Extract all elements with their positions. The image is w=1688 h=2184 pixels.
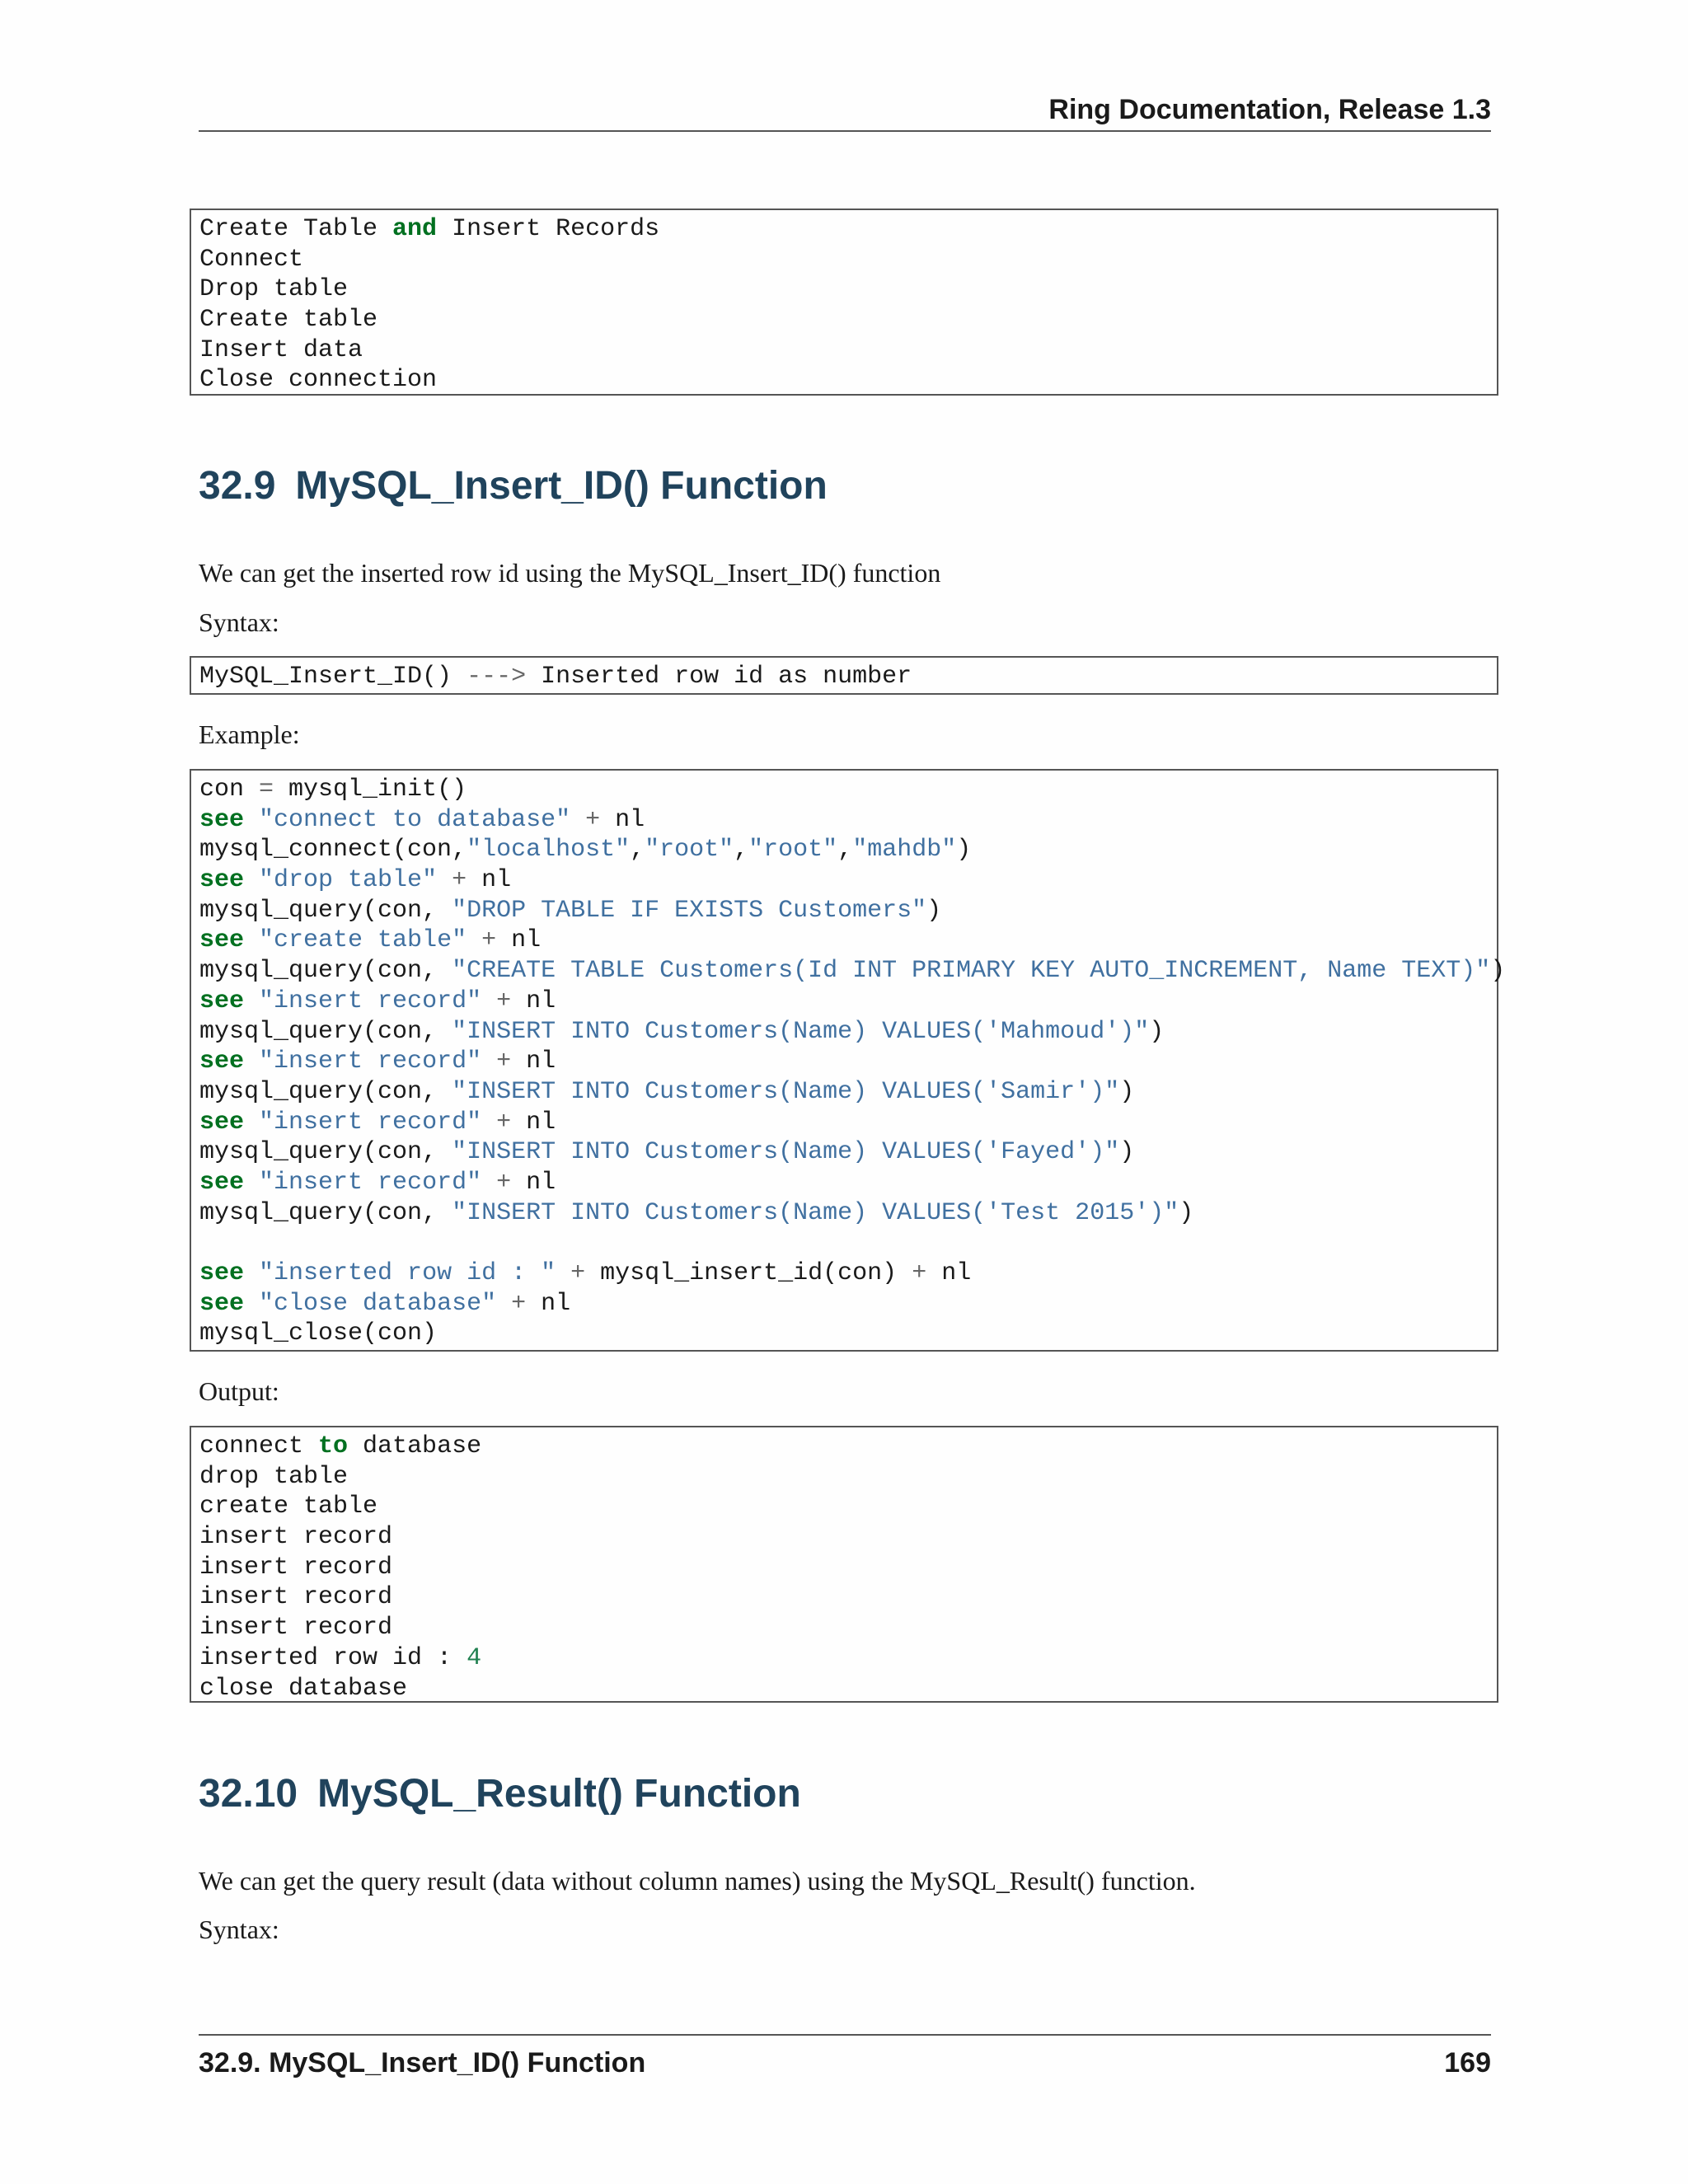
- code-token: [244, 1108, 259, 1137]
- code-token: nl: [496, 926, 542, 955]
- code-token: [437, 866, 452, 894]
- code-token: see: [199, 1259, 245, 1287]
- code-token: [244, 1290, 259, 1318]
- code-token: "INSERT INTO Customers(Name) VALUES('Fayed')": [452, 1138, 1120, 1167]
- page-number: 169: [1444, 2047, 1491, 2079]
- code-line: [199, 1137, 1489, 1168]
- code-token: nl: [511, 1108, 556, 1137]
- code-token: mysql_query(con,: [199, 1077, 452, 1106]
- code-line: [199, 662, 1489, 692]
- code-token: +: [496, 1108, 512, 1137]
- code-token: "root": [645, 836, 734, 865]
- code-token: Create Table: [199, 215, 393, 243]
- code-line: [199, 956, 1506, 987]
- code-line: [199, 1077, 1489, 1108]
- code-line: [199, 987, 1489, 1017]
- code-line: [199, 1613, 1489, 1643]
- code-token: [481, 1169, 496, 1197]
- code-token: ): [926, 896, 942, 925]
- code-token: to: [318, 1432, 349, 1460]
- code-token: and: [392, 215, 438, 243]
- code-token: close database: [199, 1674, 408, 1703]
- code-token: nl: [926, 1259, 972, 1287]
- code-token: mysql_query(con,: [199, 1198, 452, 1227]
- code-token: insert record: [199, 1614, 393, 1643]
- code-line: [199, 1643, 1489, 1674]
- code-token: "drop table": [259, 866, 438, 895]
- code-token: mysql_query(con,: [199, 957, 452, 986]
- code-token: "CREATE TABLE Customers(Id INT PRIMARY KEY AUTO_INCREMENT, Name TEXT)": [452, 957, 1491, 986]
- code-token: inserted row id :: [199, 1643, 467, 1672]
- code-token: --->: [467, 663, 527, 691]
- document-title: Ring Documentation, Release 1.3: [1048, 94, 1491, 125]
- code-token: +: [570, 1259, 586, 1287]
- code-token: "insert record": [259, 1168, 482, 1197]
- code-token: +: [481, 926, 497, 955]
- example-label: Example:: [199, 719, 300, 749]
- code-token: "inserted row id : ": [259, 1259, 556, 1287]
- code-token: nl: [511, 987, 556, 1015]
- code-token: con: [199, 776, 260, 804]
- code-token: +: [496, 1047, 512, 1076]
- code-token: see: [199, 1289, 245, 1318]
- code-line: [199, 1522, 1489, 1553]
- code-line: [199, 805, 1489, 836]
- code-token: mysql_query(con,: [199, 1138, 452, 1167]
- code-token: =: [259, 776, 274, 804]
- code-token: "close database": [259, 1289, 497, 1318]
- example-code-block: [190, 769, 1506, 1352]
- code-line: [199, 1462, 1489, 1493]
- intro-paragraph: We can get the inserted row id using the MySQL_Insert_ID() function: [199, 558, 941, 588]
- code-token: +: [496, 987, 512, 1015]
- code-line: [199, 896, 1489, 926]
- code-line: [199, 1674, 1489, 1704]
- code-token: [244, 866, 259, 894]
- code-token: "INSERT INTO Customers(Name) VALUES('Mahmoud')": [452, 1017, 1150, 1046]
- code-token: [244, 987, 259, 1015]
- code-token: "insert record": [259, 1047, 482, 1076]
- code-token: Insert data: [199, 335, 363, 364]
- code-token: MySQL_Insert_ID(): [199, 663, 467, 691]
- footer-section: 32.9. MySQL_Insert_ID() Function: [199, 2047, 646, 2079]
- code-line: [199, 775, 1489, 805]
- code-line: [199, 1258, 1489, 1289]
- code-token: nl: [467, 866, 512, 895]
- code-token: nl: [511, 1047, 556, 1076]
- code-token: [244, 1169, 259, 1197]
- code-token: Create table: [199, 306, 378, 335]
- code-token: see: [199, 1047, 245, 1076]
- section-title: MySQL_Result() Function: [317, 1772, 801, 1816]
- code-line: [199, 926, 1489, 956]
- code-line: [199, 1198, 1489, 1229]
- code-token: [481, 987, 496, 1015]
- code-token: ): [1119, 1138, 1135, 1167]
- page-header: [199, 89, 1491, 132]
- code-line: [199, 335, 1489, 366]
- code-token: [556, 1259, 570, 1287]
- code-token: "DROP TABLE IF EXISTS Customers": [452, 896, 927, 925]
- code-token: [467, 926, 481, 954]
- code-line: [199, 835, 1489, 865]
- section-number: 32.9: [199, 464, 276, 508]
- code-token: mysql_connect(con,: [199, 836, 467, 865]
- code-line: [199, 305, 1489, 335]
- code-line: [199, 1228, 1489, 1258]
- code-token: +: [496, 1168, 512, 1197]
- code-line: [199, 245, 1489, 275]
- code-token: see: [199, 866, 245, 895]
- code-token: insert record: [199, 1553, 393, 1582]
- code-token: [570, 806, 585, 834]
- code-token: Connect: [199, 245, 304, 274]
- output-code-block: [190, 209, 1498, 396]
- code-token: ): [956, 836, 972, 865]
- code-line: [199, 1168, 1489, 1198]
- section-number: 32.10: [199, 1772, 298, 1816]
- code-token: ): [1119, 1077, 1135, 1106]
- code-token: Inserted row id as number: [526, 663, 912, 691]
- code-token: Close connection: [199, 366, 438, 395]
- code-token: ,: [734, 836, 749, 865]
- code-token: +: [511, 1289, 527, 1318]
- code-token: ): [1179, 1198, 1194, 1227]
- code-token: mysql_init(): [274, 776, 467, 804]
- code-token: insert record: [199, 1583, 393, 1612]
- code-token: insert record: [199, 1523, 393, 1552]
- code-token: see: [199, 1168, 245, 1197]
- code-token: "localhost": [467, 836, 631, 865]
- code-line: [199, 1047, 1489, 1077]
- code-token: mysql_query(con,: [199, 896, 452, 925]
- code-token: mysql_query(con,: [199, 1017, 452, 1046]
- code-token: ): [1149, 1017, 1165, 1046]
- code-line: [199, 1289, 1489, 1319]
- code-line: [199, 1582, 1489, 1613]
- code-line: [199, 1319, 1489, 1349]
- syntax-code-block: [190, 656, 1498, 695]
- code-token: create table: [199, 1493, 378, 1521]
- code-token: mysql_close(con): [199, 1319, 438, 1348]
- code-token: nl: [511, 1168, 556, 1197]
- code-token: ,: [630, 836, 645, 865]
- code-token: 4: [467, 1643, 482, 1672]
- page-footer: [199, 2034, 1491, 2085]
- code-line: [199, 1108, 1489, 1138]
- code-token: Insert Records: [437, 215, 660, 243]
- output-label: Output:: [199, 1376, 279, 1406]
- code-token: drop table: [199, 1462, 349, 1491]
- code-token: connect: [199, 1432, 319, 1460]
- code-token: [496, 1290, 511, 1318]
- code-token: +: [912, 1259, 927, 1287]
- code-token: [244, 926, 259, 954]
- output-code-block-2: [190, 1426, 1498, 1703]
- syntax-label: Syntax:: [199, 607, 279, 637]
- code-line: [199, 1017, 1489, 1047]
- code-line: [199, 365, 1489, 396]
- code-token: mysql_insert_id(con): [585, 1259, 912, 1287]
- code-token: see: [199, 987, 245, 1015]
- code-token: see: [199, 926, 245, 955]
- intro-paragraph-2: We can get the query result (data without column names) using the MySQL_Result() function.: [199, 1866, 1196, 1896]
- code-token: see: [199, 805, 245, 834]
- code-token: ,: [837, 836, 853, 865]
- code-token: Drop table: [199, 275, 349, 304]
- section-title: MySQL_Insert_ID() Function: [295, 464, 828, 508]
- code-line: [199, 1553, 1489, 1583]
- code-token: [244, 1259, 259, 1287]
- code-token: "mahdb": [852, 836, 957, 865]
- code-token: "connect to database": [259, 805, 571, 834]
- code-token: database: [348, 1432, 482, 1460]
- code-token: ): [1490, 957, 1506, 986]
- code-token: +: [585, 805, 601, 834]
- code-token: [244, 806, 259, 834]
- code-line: [199, 274, 1489, 305]
- code-token: "insert record": [259, 987, 482, 1015]
- code-token: nl: [526, 1289, 571, 1318]
- code-token: "root": [748, 836, 838, 865]
- code-token: "INSERT INTO Customers(Name) VALUES('Test 2015')": [452, 1198, 1179, 1227]
- section-heading-2: [199, 1771, 801, 1816]
- section-heading: [199, 463, 828, 509]
- code-token: "insert record": [259, 1108, 482, 1137]
- code-token: nl: [600, 805, 645, 834]
- code-line: [199, 865, 1489, 896]
- code-token: "create table": [259, 926, 467, 955]
- code-line: [199, 214, 1489, 245]
- code-token: [481, 1108, 496, 1137]
- syntax-label-2: Syntax:: [199, 1915, 279, 1944]
- code-token: +: [452, 866, 467, 895]
- code-token: see: [199, 1108, 245, 1137]
- code-token: [244, 1047, 259, 1076]
- code-token: "INSERT INTO Customers(Name) VALUES('Samir')": [452, 1077, 1120, 1106]
- code-line: [199, 1492, 1489, 1522]
- code-line: [199, 1432, 1489, 1462]
- code-token: [481, 1047, 496, 1076]
